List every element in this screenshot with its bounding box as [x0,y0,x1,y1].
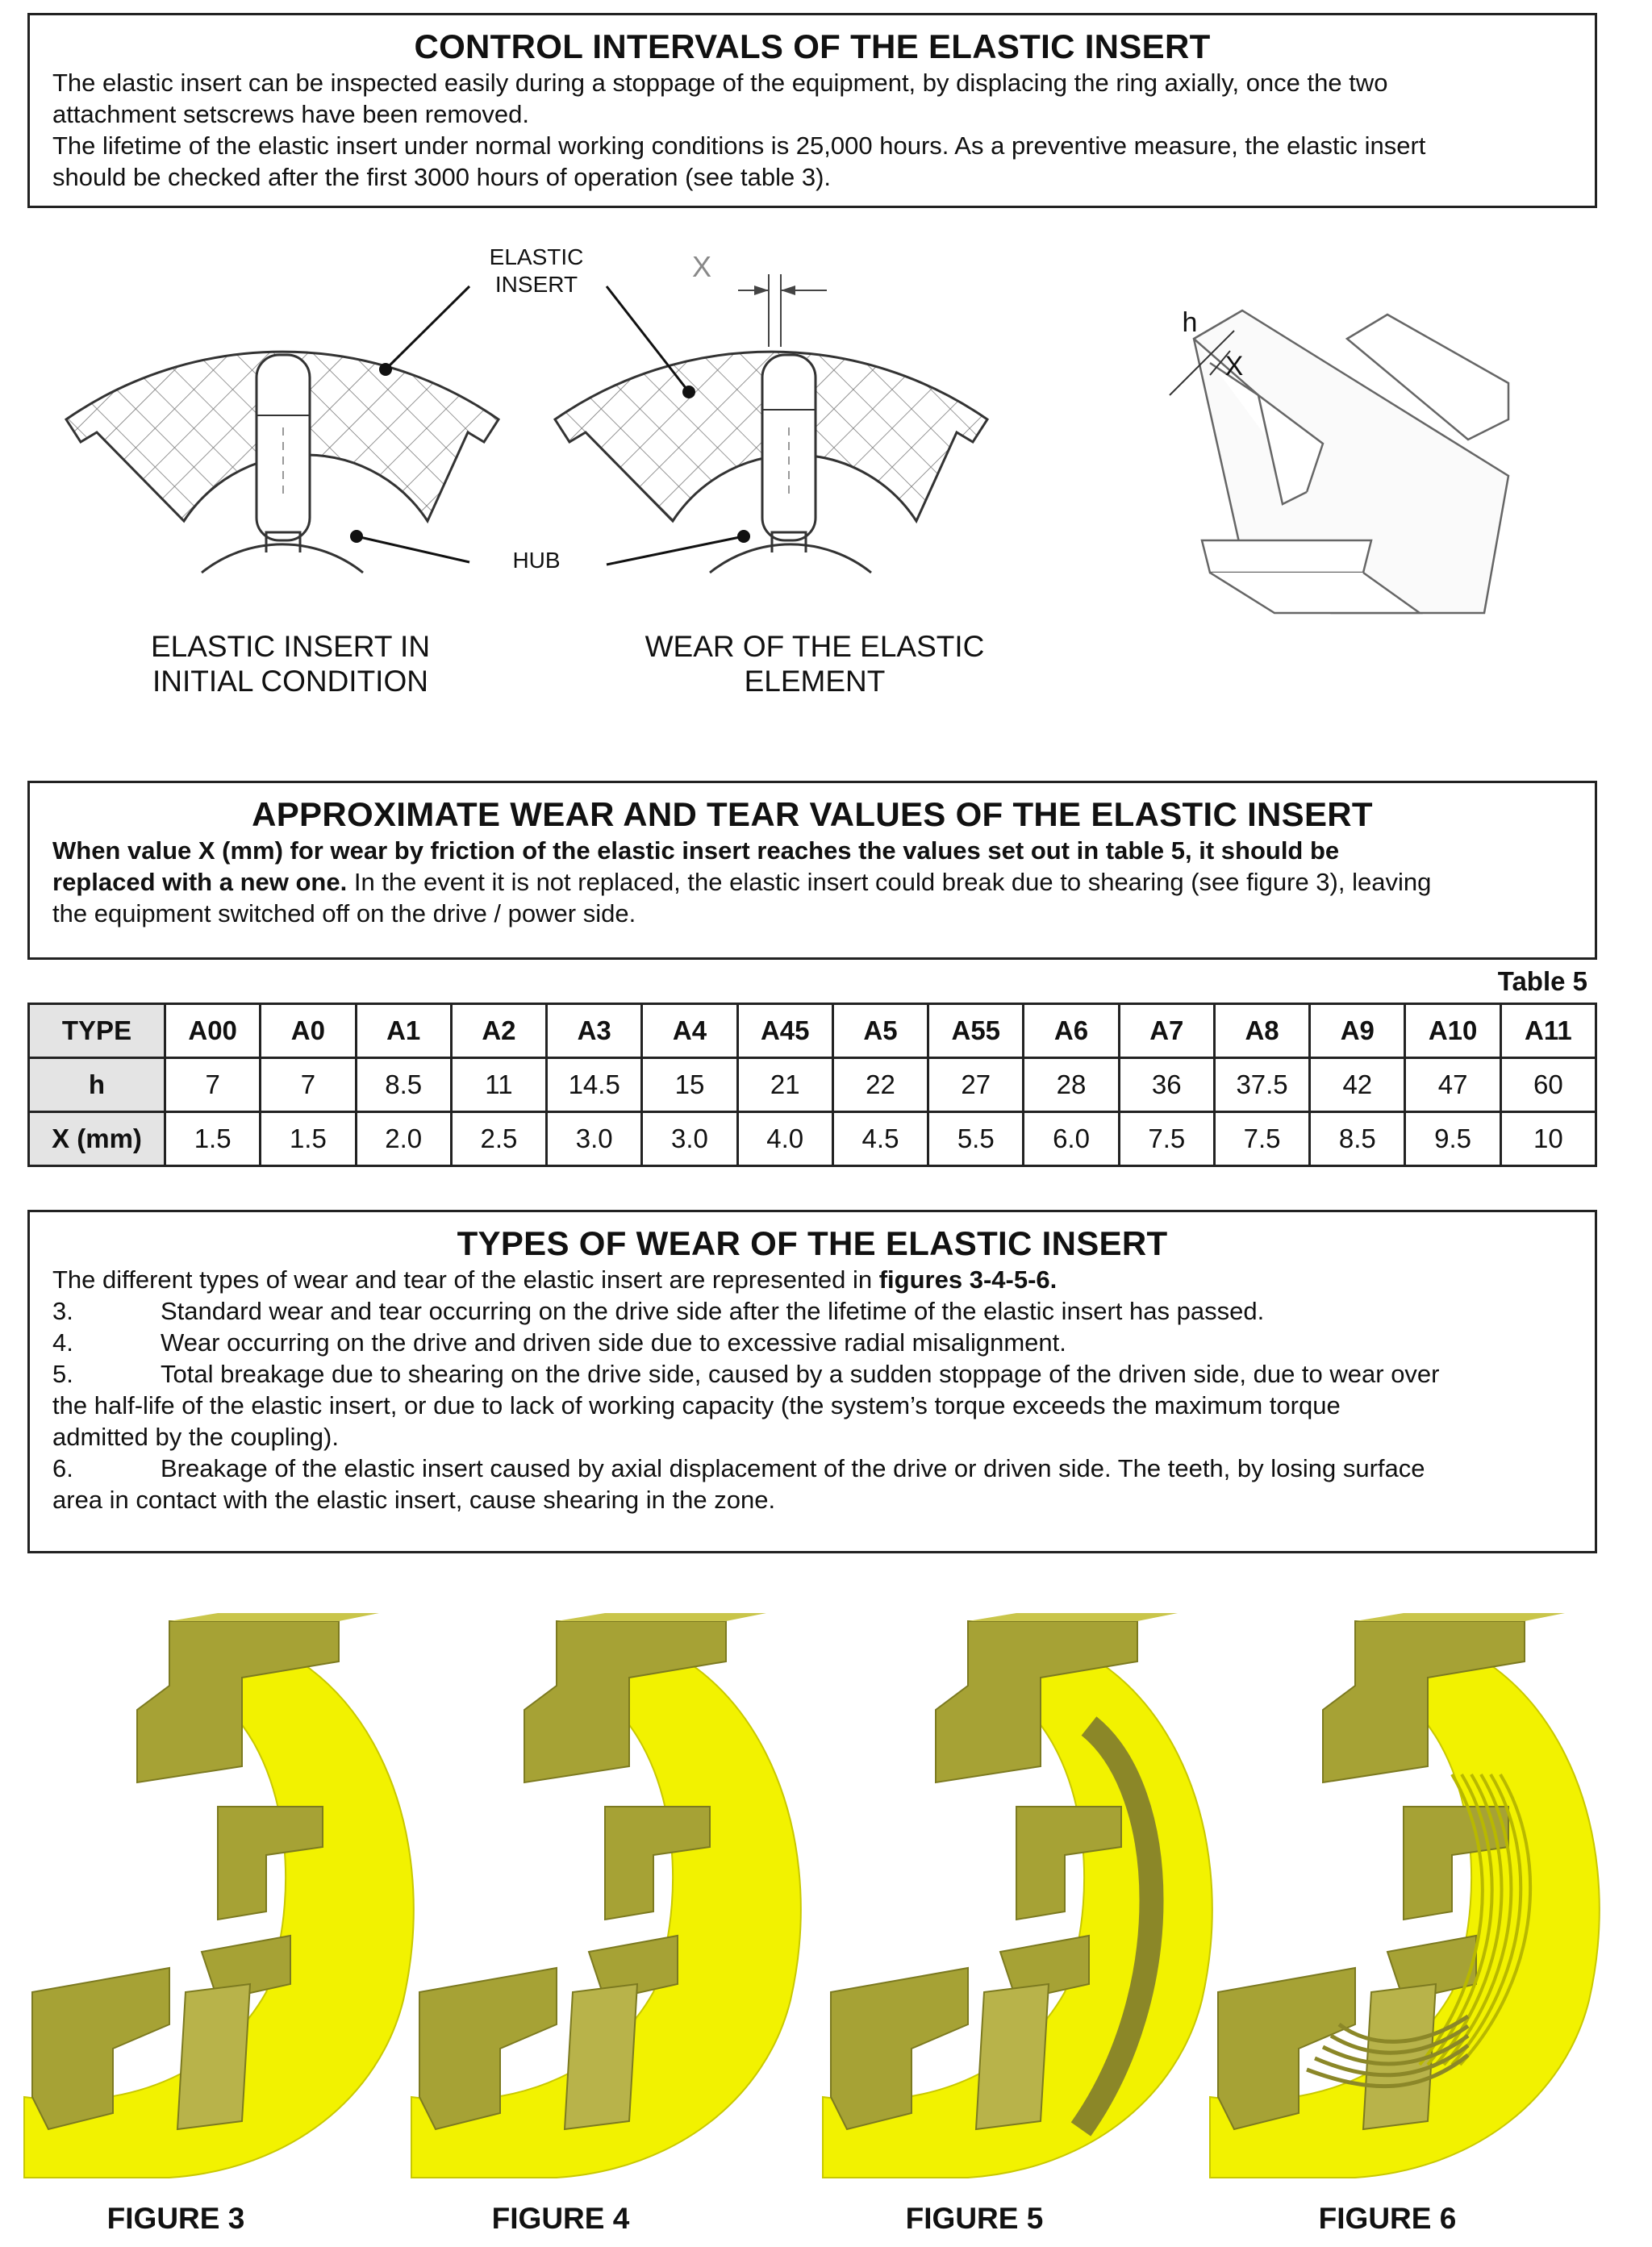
table-type-cell-2: A1 [356,1004,451,1058]
figure-3-caption: FIGURE 3 [106,2202,245,2235]
label-h: h [1182,307,1198,338]
wear-item-6-cont: area in contact with the elastic insert, cause shearing in the zone. [52,1486,776,1514]
types-of-wear-box [27,1210,1597,1553]
wear-item-6-text-1: Breakage of the elastic insert caused by axial displacement of the drive or driven side. The teeth, by losing surface [161,1454,1425,1482]
table-h-cell-5: 15 [642,1058,737,1112]
table-type-cell-8: A55 [928,1004,1024,1058]
intro-figures-ref: figures 3-4-5-6. [878,1265,1058,1294]
table-type-cell-11: A8 [1214,1004,1309,1058]
table-x-cell-8: 5.5 [928,1112,1024,1166]
table-type-cell-5: A4 [642,1004,737,1058]
wear-figures-drawing [0,1613,1652,2194]
figure-6-caption: FIGURE 6 [1318,2202,1457,2235]
wear-item-4 [52,1327,1572,1358]
approximate-wear-line-3: the equipment switched off on the drive / power side. [52,899,636,928]
wear-item-5-cont-1: the half-life of the elastic insert, or due to lack of working capacity (the system’s torque exceeds the maximum torque [52,1391,1341,1419]
table-type-cell-14: A11 [1500,1004,1596,1058]
table-h-cell-1: 7 [261,1058,356,1112]
wear-item-6-num: 6. [52,1454,73,1482]
figure-5-insert [823,1613,1212,2178]
wear-item-3-text: Standard wear and tear occurring on the drive side after the lifetime of the elastic insert has passed. [161,1297,1265,1325]
wear-item-4-text: Wear occurring on the drive and driven side due to excessive radial misalignment. [161,1328,1066,1357]
figure-4-caption: FIGURE 4 [491,2202,630,2235]
approximate-wear-normal-2: In the event it is not replaced, the elastic insert could break due to shearing (see figure 3), leaving [347,868,1432,896]
caption-initial-line-2: INITIAL CONDITION [152,665,428,698]
wear-item-5-cont-2: admitted by the coupling). [52,1423,339,1451]
label-x-dimension: X [691,250,711,283]
table-h-cell-11: 37.5 [1214,1058,1309,1112]
table-type-cell-13: A10 [1405,1004,1500,1058]
leader-left-hub [357,536,469,562]
table-row-x [29,1112,1596,1166]
table-h-label: h [29,1058,165,1112]
control-intervals-line-4: should be checked after the first 3000 hours of operation (see table 3). [52,163,832,191]
table-type-cell-3: A2 [451,1004,546,1058]
table-x-cell-6: 4.0 [737,1112,832,1166]
table-x-cell-10: 7.5 [1119,1112,1214,1166]
approximate-wear-bold-2: replaced with a new one. [52,868,348,896]
label-hub: HUB [512,548,561,573]
wear-item-3-num: 3. [52,1297,73,1325]
leader-right-hub [607,536,744,565]
wear-item-5 [52,1358,1572,1390]
table-x-cell-9: 6.0 [1024,1112,1119,1166]
label-elastic-line-1: ELASTIC [489,244,584,269]
approximate-wear-bold-1: When value X (mm) for wear by friction of the elastic insert reaches the values set out in table 5, it should be [52,836,1340,865]
figure-6-insert [1210,1613,1600,2178]
wear-item-4-num: 4. [52,1328,73,1357]
control-intervals-line-3: The lifetime of the elastic insert under normal working conditions is 25,000 hours. As a preventive measure, the elastic insert [52,131,1426,160]
table-x-cell-14: 10 [1500,1112,1596,1166]
figure-3-insert [24,1613,414,2178]
table-h-cell-2: 8.5 [356,1058,451,1112]
wear-item-6 [52,1453,1572,1484]
wear-item-5-num: 5. [52,1360,73,1388]
table-x-cell-0: 1.5 [165,1112,261,1166]
approximate-wear-line-2 [52,866,1572,898]
table-h-cell-9: 28 [1024,1058,1119,1112]
caption-initial-line-1: ELASTIC INSERT IN [150,630,431,663]
label-x-detail: X [1224,351,1244,381]
intro-text: The different types of wear and tear of the elastic insert are represented in [52,1265,879,1294]
leader-left-insert [386,286,469,369]
table-x-cell-11: 7.5 [1214,1112,1309,1166]
approximate-wear-line-1 [52,835,1572,866]
label-elastic-line-2: INSERT [494,272,578,297]
table-x-cell-2: 2.0 [356,1112,451,1166]
table-caption: Table 5 [1497,966,1587,996]
approximate-wear-title: APPROXIMATE WEAR AND TEAR VALUES OF THE ELASTIC INSERT [252,795,1373,833]
table-type-cell-7: A5 [832,1004,928,1058]
initial-insert-sector [66,352,499,573]
control-intervals-title: CONTROL INTERVALS OF THE ELASTIC INSERT [414,27,1211,65]
table-header-row [29,1004,1596,1058]
table-h-cell-8: 27 [928,1058,1024,1112]
figure-4-insert [411,1613,801,2178]
table-x-cell-7: 4.5 [832,1112,928,1166]
table-h-cell-14: 60 [1500,1058,1596,1112]
types-of-wear-title: TYPES OF WEAR OF THE ELASTIC INSERT [457,1224,1168,1262]
wear-figures [0,1613,1652,2194]
table-type-cell-1: A0 [261,1004,356,1058]
caption-wear-line-2: ELEMENT [744,665,886,698]
table-row-h [29,1058,1596,1112]
table-type-cell-12: A9 [1310,1004,1405,1058]
table-type-cell-9: A6 [1024,1004,1119,1058]
caption-wear-line-1: WEAR OF THE ELASTIC [645,630,985,663]
table-type-cell-10: A7 [1119,1004,1214,1058]
table-h-cell-4: 14.5 [547,1058,642,1112]
figure-5-caption: FIGURE 5 [905,2202,1044,2235]
table-x-label: X (mm) [29,1112,165,1166]
table-x-cell-13: 9.5 [1405,1112,1500,1166]
table-type-cell-4: A3 [547,1004,642,1058]
table-h-cell-6: 21 [737,1058,832,1112]
table-x-cell-1: 1.5 [261,1112,356,1166]
table-x-cell-12: 8.5 [1310,1112,1405,1166]
types-of-wear-intro [52,1264,1572,1295]
control-intervals-line-2: attachment setscrews have been removed. [52,100,530,128]
worn-insert-sector [555,274,987,573]
table-h-cell-13: 47 [1405,1058,1500,1112]
table-h-cell-7: 22 [832,1058,928,1112]
table-h-cell-3: 11 [451,1058,546,1112]
approximate-wear-box [27,781,1597,960]
wear-item-5-text-1: Total breakage due to shearing on the drive side, caused by a sudden stoppage of the driven side, due to wear over [161,1360,1440,1388]
wear-values-table [27,1003,1597,1167]
control-intervals-line-1: The elastic insert can be inspected easily during a stoppage of the equipment, by displacing the ring axially, once the two [52,69,1388,97]
table-x-cell-5: 3.0 [642,1112,737,1166]
table-x-cell-4: 3.0 [547,1112,642,1166]
elastic-insert-diagram [0,234,1652,718]
table-h-cell-12: 42 [1310,1058,1405,1112]
table-h-cell-10: 36 [1119,1058,1214,1112]
table-h-cell-0: 7 [165,1058,261,1112]
table-header-label: TYPE [29,1004,165,1058]
table-x-cell-3: 2.5 [451,1112,546,1166]
wear-item-3 [52,1295,1572,1327]
table-type-cell-0: A00 [165,1004,261,1058]
control-intervals-box [27,13,1597,208]
table-type-cell-6: A45 [737,1004,832,1058]
